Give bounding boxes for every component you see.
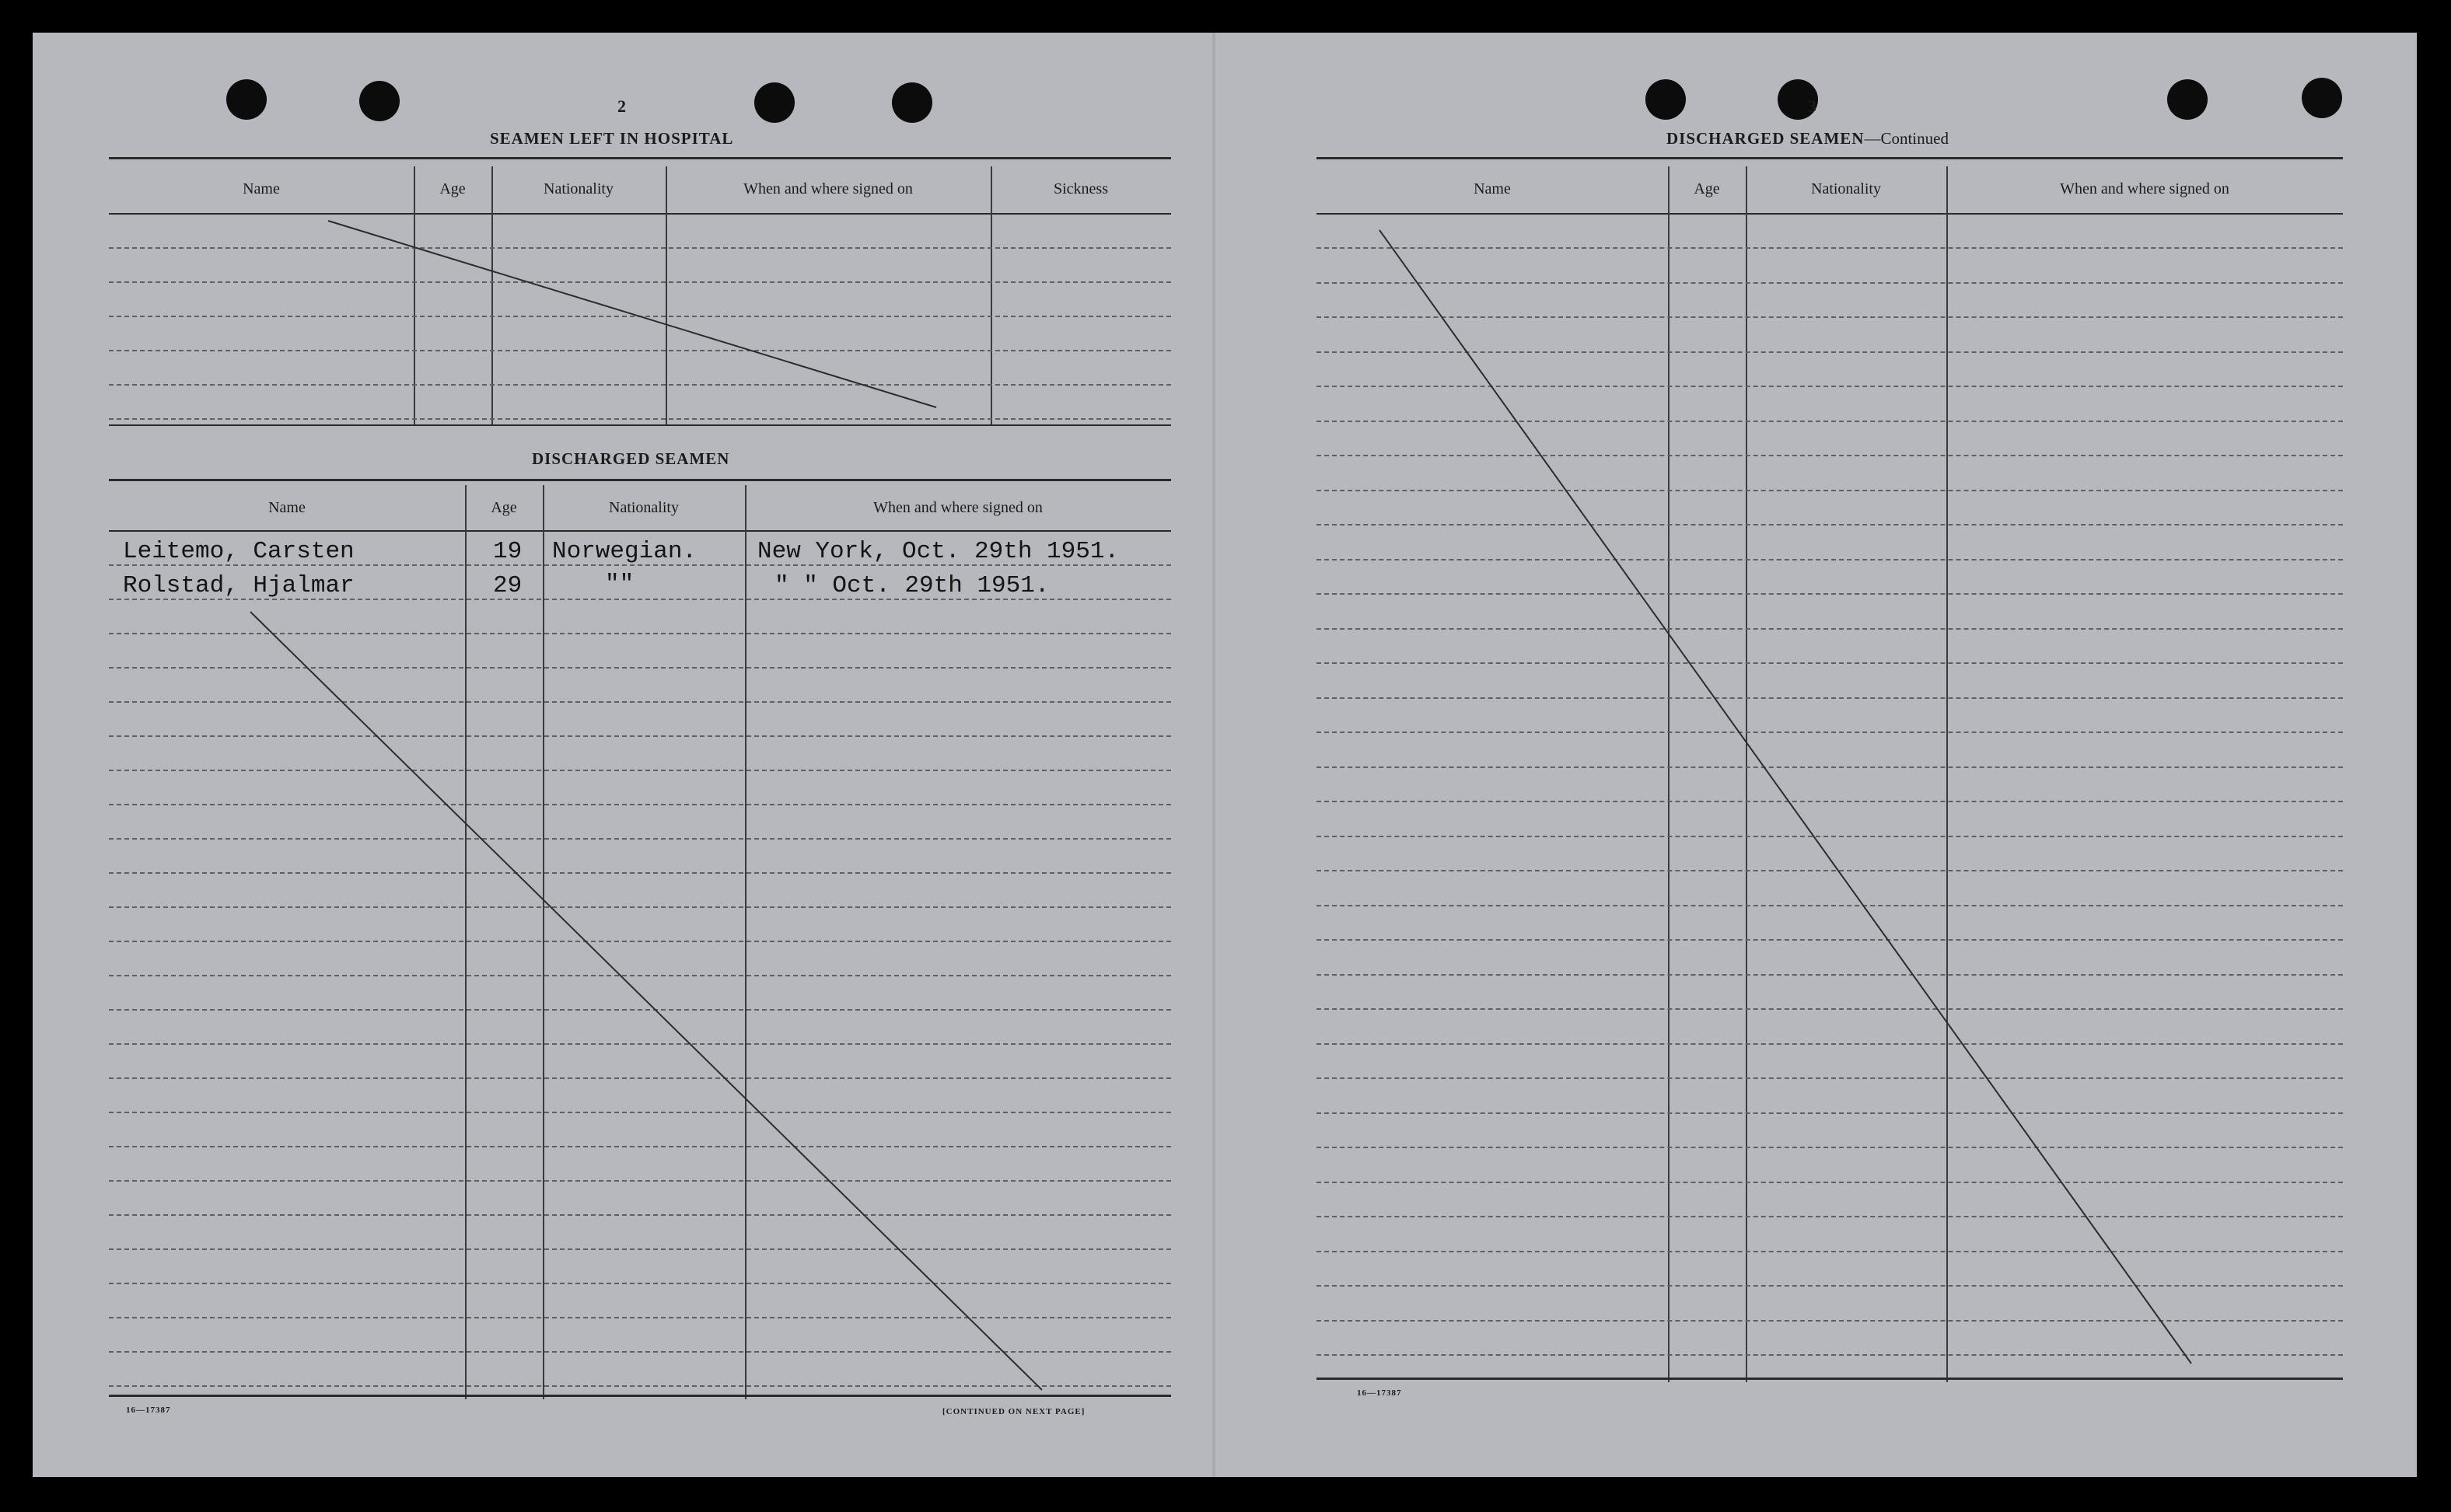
ruled-line	[109, 906, 1171, 908]
ruled-line	[1316, 1182, 2343, 1183]
column-divider	[465, 485, 467, 1399]
ruled-line	[1316, 1077, 2343, 1079]
entry-nationality: ""	[605, 571, 635, 598]
section-title-text: DISCHARGED SEAMEN	[1666, 129, 1865, 148]
ruled-line	[1316, 1285, 2343, 1287]
column-header-sickness: Sickness	[1054, 180, 1108, 197]
entry-name: Rolstad, Hjalmar	[123, 572, 355, 599]
table-bottom-rule	[1316, 1378, 2343, 1380]
table-top-rule	[1316, 157, 2343, 159]
hospital-section-title: SEAMEN LEFT IN HOSPITAL	[490, 129, 734, 148]
column-divider	[414, 166, 415, 424]
page-number: 2	[617, 96, 626, 116]
column-divider	[491, 166, 493, 424]
ruled-line	[109, 735, 1171, 737]
entry-name: Leitemo, Carsten	[123, 538, 355, 565]
table-top-rule	[109, 157, 1171, 159]
column-header-name: Name	[1474, 180, 1511, 197]
ruled-line	[1316, 421, 2343, 422]
column-header-age: Age	[491, 499, 517, 516]
ruled-line	[109, 384, 1171, 386]
ruled-line	[109, 941, 1171, 942]
ruled-line	[1316, 628, 2343, 630]
ruled-line	[1316, 974, 2343, 976]
ruled-line	[109, 247, 1171, 249]
column-divider	[1746, 166, 1747, 1382]
ruled-line	[109, 770, 1171, 771]
ruled-line	[1316, 662, 2343, 664]
form-number: 16—17387	[126, 1405, 171, 1415]
ruled-line	[1316, 1354, 2343, 1356]
ruled-line	[1316, 1112, 2343, 1114]
section-title-suffix: —Continued	[1864, 129, 1949, 148]
section-title	[1666, 129, 1949, 148]
column-header-nationality: Nationality	[1811, 180, 1881, 197]
ruled-line	[1316, 282, 2343, 284]
ruled-line	[109, 350, 1171, 351]
ruled-line	[109, 1043, 1171, 1045]
ruled-line	[109, 1112, 1171, 1113]
ruled-line	[109, 281, 1171, 283]
column-divider	[745, 485, 746, 1399]
ruled-line	[1316, 490, 2343, 491]
right-page	[1215, 33, 2417, 1477]
column-divider	[543, 485, 544, 1399]
entry-nationality: Norwegian.	[552, 538, 698, 565]
page-number: 3	[1808, 96, 1816, 116]
ruled-line	[1316, 524, 2343, 526]
column-divider	[1946, 166, 1948, 1382]
ruled-line	[109, 701, 1171, 703]
header-bottom-rule	[1316, 213, 2343, 215]
column-header-age: Age	[439, 180, 466, 197]
discharged-section-title: DISCHARGED SEAMEN	[532, 449, 730, 468]
table-bottom-rule	[109, 1395, 1171, 1397]
ruled-line	[109, 1248, 1171, 1250]
ruled-line	[109, 1077, 1171, 1079]
ruled-line	[1316, 801, 2343, 802]
form-number: 16—17387	[1357, 1388, 1402, 1398]
ruled-line	[109, 1283, 1171, 1284]
ruled-line	[109, 1317, 1171, 1318]
ruled-line	[109, 667, 1171, 669]
ruled-line	[109, 633, 1171, 634]
ruled-line	[1316, 593, 2343, 595]
ruled-line	[109, 804, 1171, 805]
entry-signed-on: " " Oct. 29th 1951.	[774, 572, 1050, 599]
column-header-name: Name	[243, 180, 280, 197]
column-header-signed-on: When and where signed on	[2060, 180, 2229, 197]
ruled-line	[1316, 386, 2343, 387]
column-divider	[1668, 166, 1670, 1382]
ruled-line	[1316, 697, 2343, 699]
header-bottom-rule	[109, 530, 1171, 532]
header-bottom-rule	[109, 213, 1171, 215]
ruled-line	[109, 1180, 1171, 1182]
ruled-line	[1316, 1251, 2343, 1252]
ruled-line	[1316, 1008, 2343, 1010]
column-header-signed-on: When and where signed on	[743, 180, 913, 197]
ruled-line	[109, 1214, 1171, 1216]
ruled-line	[1316, 559, 2343, 560]
ruled-line	[1316, 766, 2343, 768]
ruled-line	[1316, 247, 2343, 249]
ruled-line	[1316, 351, 2343, 353]
ruled-line	[109, 975, 1171, 976]
column-header-name: Name	[268, 499, 306, 516]
entry-signed-on: New York, Oct. 29th 1951.	[757, 538, 1120, 565]
ruled-line	[109, 872, 1171, 874]
table-top-rule	[109, 479, 1171, 481]
ruled-line	[1316, 455, 2343, 456]
ruled-line	[1316, 316, 2343, 318]
ruled-line	[109, 316, 1171, 317]
ruled-line	[109, 1009, 1171, 1011]
column-divider	[666, 166, 667, 424]
ruled-line	[1316, 1147, 2343, 1148]
ruled-line	[109, 1385, 1171, 1387]
column-divider	[991, 166, 992, 424]
column-header-nationality: Nationality	[544, 180, 614, 197]
ruled-line	[1316, 870, 2343, 871]
ruled-line	[1316, 905, 2343, 906]
continued-note: [CONTINUED ON NEXT PAGE]	[942, 1407, 1086, 1416]
ruled-line	[109, 838, 1171, 840]
ruled-line	[1316, 1320, 2343, 1322]
column-header-age: Age	[1694, 180, 1720, 197]
ruled-line	[109, 1146, 1171, 1147]
left-page	[33, 33, 1212, 1477]
ruled-line	[1316, 939, 2343, 941]
entry-age: 19	[493, 538, 523, 565]
entry-age: 29	[493, 572, 523, 599]
ruled-line	[109, 418, 1171, 420]
ruled-line	[1316, 836, 2343, 837]
column-header-nationality: Nationality	[609, 499, 679, 516]
scanned-document	[33, 33, 2417, 1477]
ruled-line	[1316, 1216, 2343, 1217]
column-header-signed-on: When and where signed on	[873, 499, 1043, 516]
ruled-line	[1316, 1043, 2343, 1045]
table-bottom-rule	[109, 424, 1171, 426]
ruled-line	[109, 1351, 1171, 1353]
ruled-line	[1316, 732, 2343, 733]
